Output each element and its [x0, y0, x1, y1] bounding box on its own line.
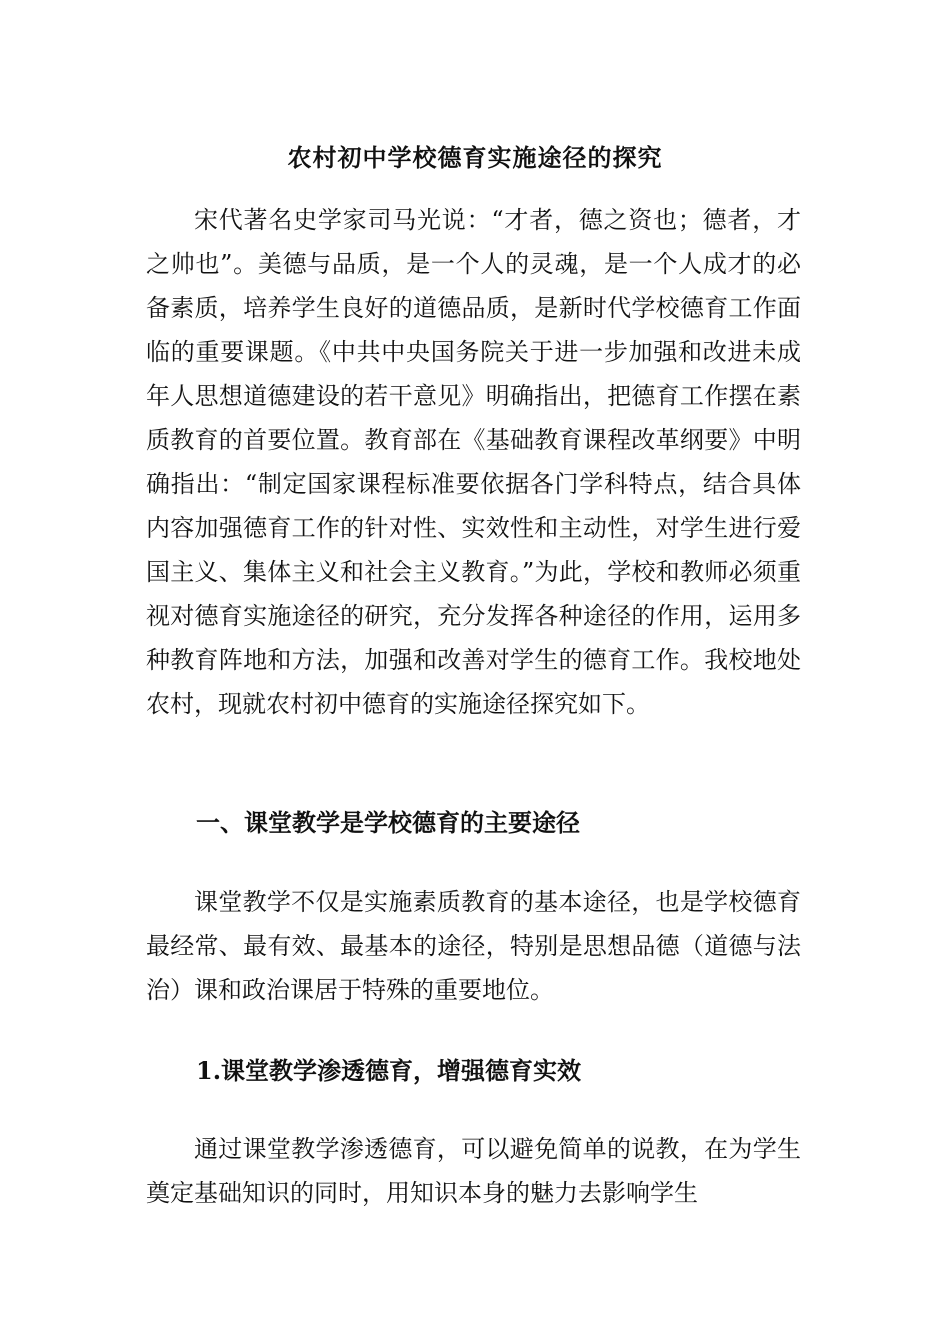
intro-paragraph: 宋代著名史学家司马光说：“才者，德之资也；德者，才之帅也”。美德与品质，是一个人的灵魂，是一个人成才的必备素质，培养学生良好的道德品质，是新时代学校德育工作面临的重要课题。《中共中央国务院关于进一步加强和改进未成年人思想道德建设的若干意见》明确指出，把德育工作摆在素质教育的首要位置。教育部在《基础教育课程改革纲要》中明确指出：“制定国家课程标准要依据各门学科特点，结合具体内容加强德育工作的针对性、实效性和主动性，对学生进行爱国主义、集体主义和社会主义教育。”为此，学校和教师必须重视对德育实施途径的研究，充分发挥各种途径的作用，运用多种教育阵地和方法，加强和改善对学生的德育工作。我校地处农村，现就农村初中德育的实施途径探究如下。 [146, 206, 801, 718]
section-1-paragraph: 课堂教学不仅是实施素质教育的基本途径，也是学校德育最经常、最有效、最基本的途径，特别是思想品德（道德与法治）课和政治课居于特殊的重要地位。 [146, 888, 801, 1004]
subsection-1-paragraph: 通过课堂教学渗透德育，可以避免简单的说教，在为学生奠定基础知识的同时，用知识本身的魅力去影响学生 [146, 1135, 801, 1207]
subsection-1-heading: 1.课堂教学渗透德育，增强德育实效 [196, 1056, 582, 1085]
document-title: 农村初中学校德育实施途径的探究 [287, 143, 663, 173]
section-1-heading: 一、课堂教学是学校德育的主要途径 [196, 808, 580, 837]
